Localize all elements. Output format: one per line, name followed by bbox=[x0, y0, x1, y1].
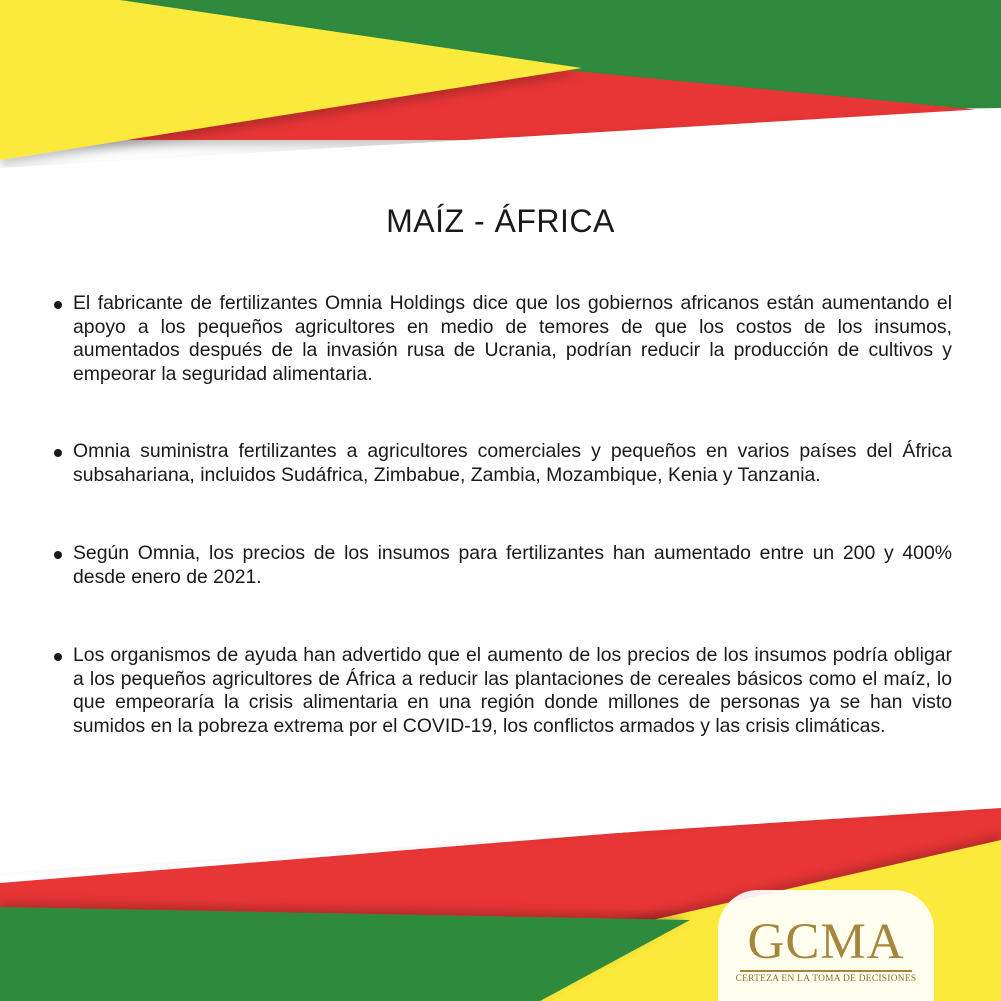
list-item-text: Omnia suministra fertilizantes a agricultores comerciales y pequeños en varios países del África subsahariana, incluidos Sudáfrica, Zimbabue, Zambia, Mozambique, Kenia y Tanzania. bbox=[73, 440, 952, 486]
list-item bbox=[50, 292, 952, 386]
bullet-dot-icon bbox=[54, 653, 62, 661]
bullet-dot-icon bbox=[54, 449, 62, 457]
logo-tagline: CERTEZA EN LA TOMA DE DECISIONES bbox=[735, 974, 917, 984]
logo-text: GCMA bbox=[747, 914, 905, 970]
list-item bbox=[50, 440, 952, 487]
gcma-logo bbox=[718, 890, 934, 1001]
list-item bbox=[50, 542, 952, 589]
logo-divider bbox=[740, 970, 912, 972]
list-item-text: Según Omnia, los precios de los insumos para fertilizantes han aumentado entre un 200 y 400% desde enero de 2021. bbox=[73, 542, 952, 588]
bullet-dot-icon bbox=[54, 301, 62, 309]
bullet-dot-icon bbox=[54, 551, 62, 559]
bullet-list bbox=[50, 292, 952, 738]
list-item-text: Los organismos de ayuda han advertido que el aumento de los precios de los insumos podría obligar a los pequeños agricultores de África a reducir las plantaciones de cereales básicos como el maíz, lo que empeoraría la crisis alimentaria en una región donde millones de personas ya se han visto sumidos en la pobreza extrema por el COVID-19, los conflictos armados y las crisis climáticas. bbox=[73, 644, 952, 737]
list-item bbox=[50, 644, 952, 738]
list-item-text: El fabricante de fertilizantes Omnia Holdings dice que los gobiernos africanos están aumentando el apoyo a los pequeños agricultores en medio de temores de que los costos de los insumos, aumentados después de la invasión rusa de Ucrania, podrían reducir la producción de cultivos y empeorar la seguridad alimentaria. bbox=[73, 292, 952, 385]
page-title: MAÍZ - ÁFRICA bbox=[386, 203, 615, 239]
